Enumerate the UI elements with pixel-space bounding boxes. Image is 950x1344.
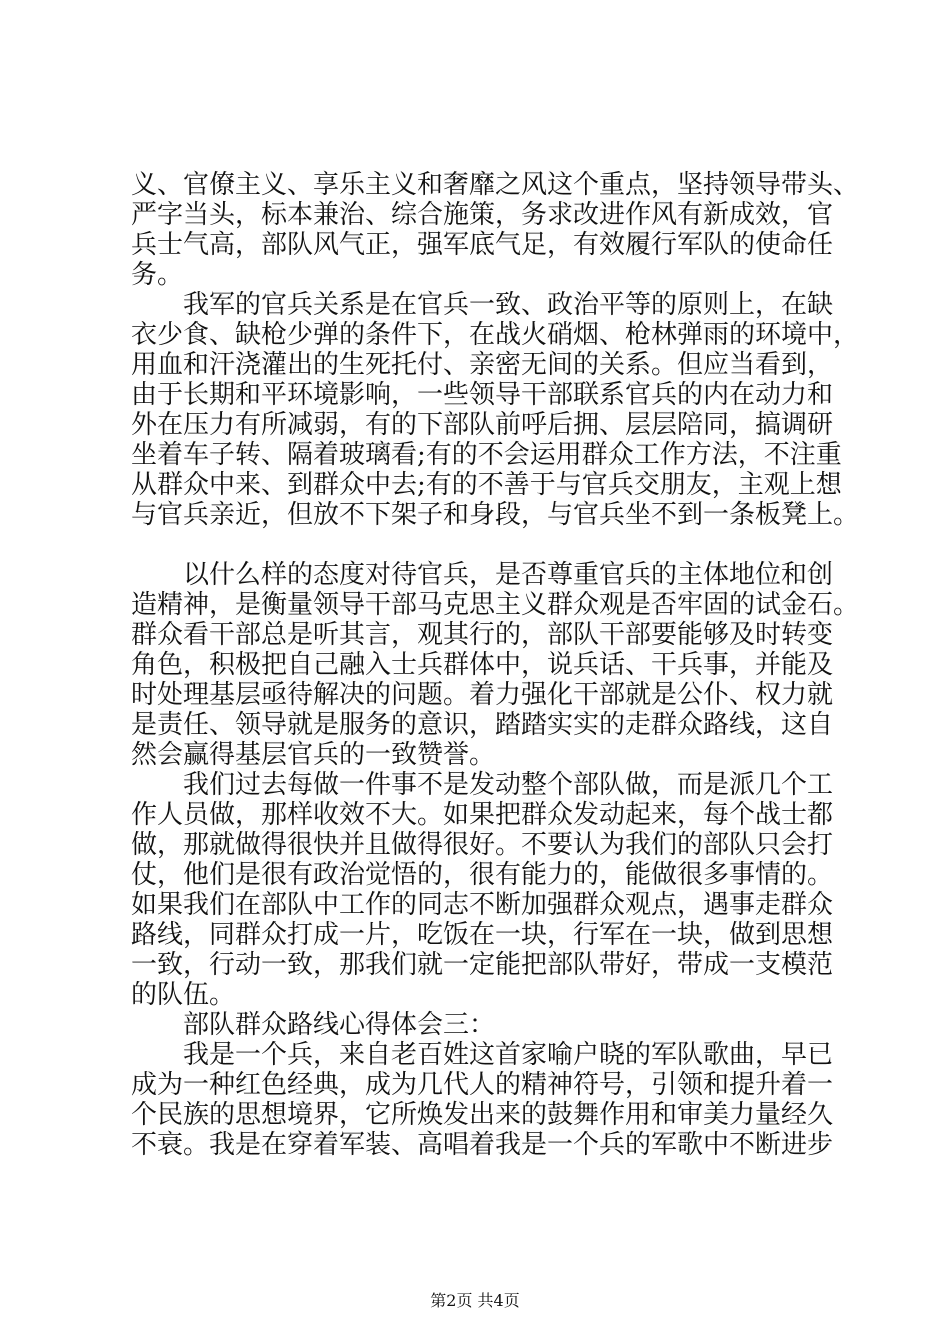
text-line: 成为一种红色经典，成为几代人的精神符号，引领和提升着一 bbox=[131, 1070, 834, 1100]
text-line: 从群众中来、到群众中去;有的不善于与官兵交朋友，主观上想 bbox=[131, 470, 842, 500]
text-line: 我军的官兵关系是在官兵一致、政治平等的原则上，在缺 bbox=[131, 290, 834, 320]
text-line: 个民族的思想境界，它所焕发出来的鼓舞作用和审美力量经久 bbox=[131, 1100, 834, 1130]
text-line: 然会赢得基层官兵的一致赞誉。 bbox=[131, 740, 496, 770]
text-line: 以什么样的态度对待官兵，是否尊重官兵的主体地位和创 bbox=[131, 560, 834, 590]
text-line: 一致，行动一致，那我们就一定能把部队带好，带成一支模范 bbox=[131, 950, 834, 980]
text-line: 造精神，是衡量领导干部马克思主义群众观是否牢固的试金石。 bbox=[131, 590, 860, 620]
text-line: 义、官僚主义、享乐主义和奢靡之风这个重点，坚持领导带头、 bbox=[131, 170, 860, 200]
text-line: 角色，积极把自己融入士兵群体中，说兵话、干兵事，并能及 bbox=[131, 650, 834, 680]
text-line: 我们过去每做一件事不是发动整个部队做，而是派几个工 bbox=[131, 770, 834, 800]
text-line: 做，那就做得很快并且做得很好。不要认为我们的部队只会打 bbox=[131, 830, 834, 860]
text-line: 用血和汗浇灌出的生死托付、亲密无间的关系。但应当看到， bbox=[131, 350, 834, 380]
text-line: 坐着车子转、隔着玻璃看;有的不会运用群众工作方法，不注重 bbox=[131, 440, 842, 470]
text-line: 路线，同群众打成一片，吃饭在一块，行军在一块，做到思想 bbox=[131, 920, 834, 950]
text-line: 衣少食、缺枪少弹的条件下，在战火硝烟、枪林弹雨的环境中， bbox=[131, 320, 860, 350]
text-line: 如果我们在部队中工作的同志不断加强群众观点，遇事走群众 bbox=[131, 890, 834, 920]
page-number-label: 第2页 共4页 bbox=[430, 1291, 520, 1310]
text-line: 由于长期和平环境影响，一些领导干部联系官兵的内在动力和 bbox=[131, 380, 834, 410]
text-line: 的队伍。 bbox=[131, 980, 236, 1010]
text-line: 外在压力有所减弱，有的下部队前呼后拥、层层陪同，搞调研 bbox=[131, 410, 834, 440]
section-heading: 部队群众路线心得体会三： bbox=[131, 1010, 496, 1040]
text-line: 群众看干部总是听其言，观其行的，部队干部要能够及时转变 bbox=[131, 620, 834, 650]
text-line: 兵士气高，部队风气正，强军底气足，有效履行军队的使命任 bbox=[131, 230, 834, 260]
body-text bbox=[131, 170, 860, 1160]
page-footer bbox=[0, 1291, 950, 1311]
text-line: 严字当头，标本兼治、综合施策，务求改进作风有新成效，官 bbox=[131, 200, 834, 230]
text-line: 仗，他们是很有政治觉悟的，很有能力的，能做很多事情的。 bbox=[131, 860, 834, 890]
text-line: 我是一个兵，来自老百姓这首家喻户晓的军队歌曲，早已 bbox=[131, 1040, 834, 1070]
text-line: 时处理基层亟待解决的问题。着力强化干部就是公仆、权力就 bbox=[131, 680, 834, 710]
text-line: 与官兵亲近，但放不下架子和身段，与官兵坐不到一条板凳上。 bbox=[131, 500, 860, 530]
text-line: 不衰。我是在穿着军装、高唱着我是一个兵的军歌中不断进步 bbox=[131, 1130, 834, 1160]
text-line: 是责任、领导就是服务的意识，踏踏实实的走群众路线，这自 bbox=[131, 710, 834, 740]
text-line: 务。 bbox=[131, 260, 184, 290]
text-line: 作人员做，那样收效不大。如果把群众发动起来，每个战士都 bbox=[131, 800, 834, 830]
blank-line bbox=[131, 530, 831, 560]
